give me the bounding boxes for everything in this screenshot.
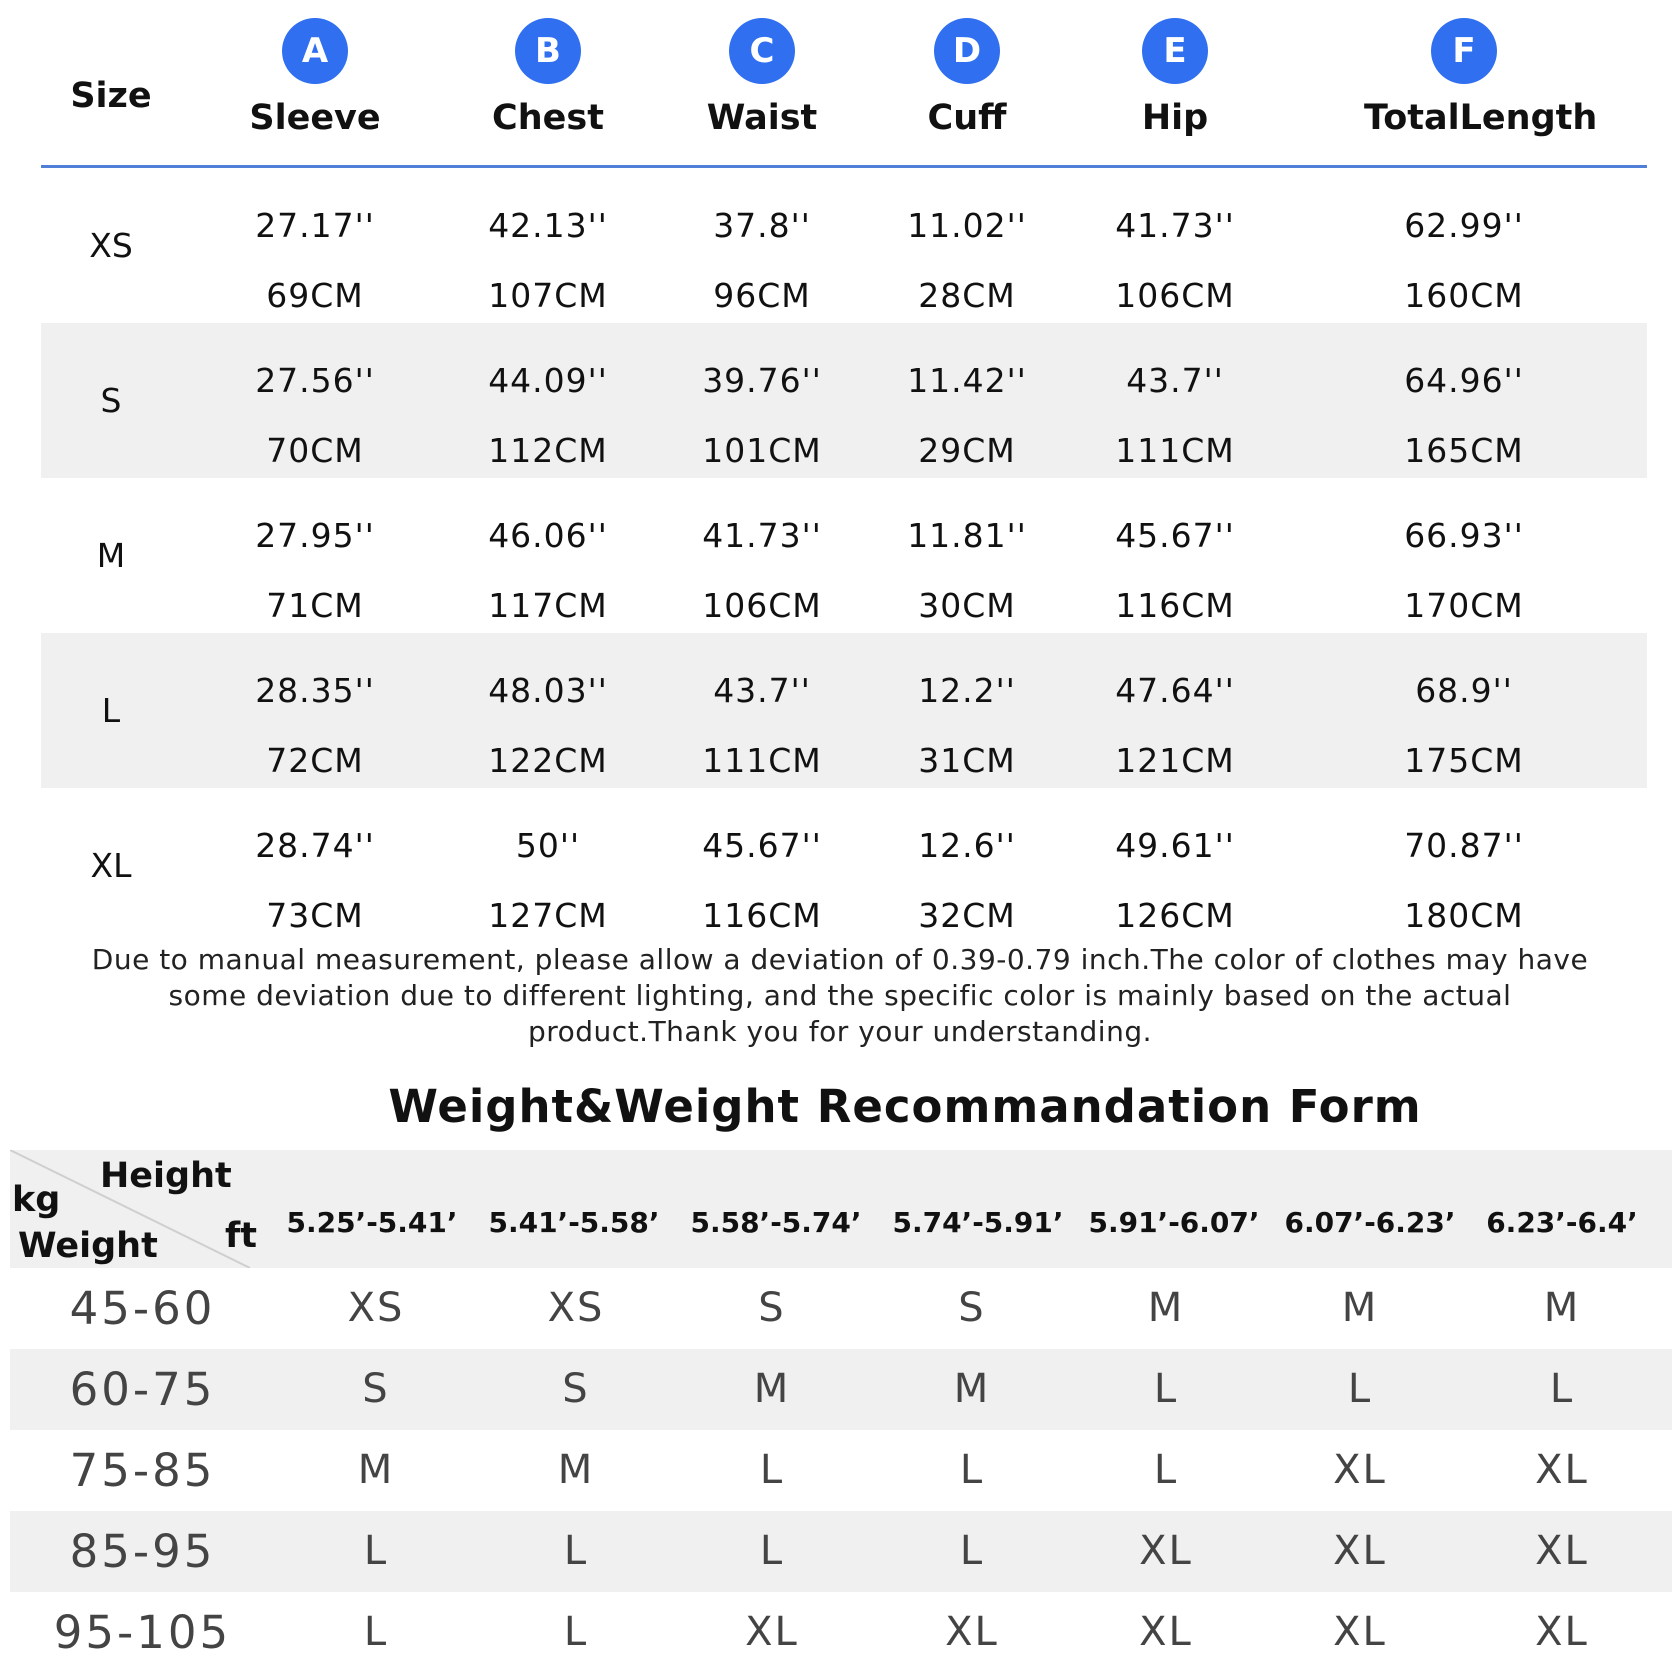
chest-inch: 42.13'' — [488, 206, 608, 245]
weight-row-45-60 — [10, 1268, 1672, 1349]
badge-d-icon: D — [934, 18, 1000, 84]
weight-range: 95-105 — [53, 1606, 232, 1659]
waist-cm: 111CM — [702, 741, 822, 780]
height-range: 6.07’-6.23’ — [1284, 1206, 1456, 1239]
chest-cm: 127CM — [488, 896, 608, 935]
note-line: Due to manual measurement, please allow a deviation of 0.39-0.79 inch.The color of clothes may have — [91, 943, 1589, 976]
cuff-cm: 32CM — [918, 896, 1016, 935]
hip-cm: 116CM — [1115, 586, 1235, 625]
size-cell: L — [1347, 1366, 1373, 1412]
size-cell: M — [1147, 1285, 1185, 1331]
size-row-xl — [41, 788, 1647, 943]
hip-cm: 106CM — [1115, 276, 1235, 315]
hip-cm: 111CM — [1115, 431, 1235, 470]
column-name: Sleeve — [249, 98, 381, 138]
size-cell: S — [362, 1366, 390, 1412]
chest-inch: 50'' — [515, 826, 581, 865]
size-cell: XL — [1535, 1528, 1589, 1574]
waist-inch: 45.67'' — [702, 826, 822, 865]
size-cell: XL — [1139, 1528, 1193, 1574]
badge-c-icon: C — [729, 18, 795, 84]
cuff-inch: 11.42'' — [907, 361, 1027, 400]
chest-cm: 112CM — [488, 431, 608, 470]
size-cell: L — [363, 1609, 389, 1655]
hip-inch: 49.61'' — [1115, 826, 1235, 865]
size-cell: S — [562, 1366, 590, 1412]
weight-row-60-75 — [10, 1349, 1672, 1430]
height-range: 6.23’-6.4’ — [1486, 1206, 1638, 1239]
cuff-cm: 28CM — [918, 276, 1016, 315]
weight-range: 85-95 — [69, 1525, 216, 1578]
header-cuff — [867, 0, 1067, 138]
sleeve-inch: 27.17'' — [255, 206, 375, 245]
corner-kg-label: kg — [12, 1180, 61, 1220]
cuff-inch: 11.81'' — [907, 516, 1027, 555]
total-length-cm: 165CM — [1404, 431, 1524, 470]
height-range: 5.25’-5.41’ — [286, 1206, 458, 1239]
badge-a-icon: A — [282, 18, 348, 84]
badge-f-icon: F — [1431, 18, 1497, 84]
size-cell: S — [958, 1285, 986, 1331]
badge-e-icon: E — [1142, 18, 1208, 84]
chest-inch: 46.06'' — [488, 516, 608, 555]
chest-inch: 44.09'' — [488, 361, 608, 400]
total-length-cm: 180CM — [1404, 896, 1524, 935]
recommendation-table — [10, 1150, 1672, 1673]
size-cell: L — [563, 1528, 589, 1574]
note-line: some deviation due to different lighting, and the specific color is mainly based on the actual — [168, 979, 1512, 1012]
chest-cm: 117CM — [488, 586, 608, 625]
header-chest — [448, 0, 648, 138]
column-name: Hip — [1141, 98, 1209, 138]
size-column-header: Size — [70, 76, 152, 116]
sleeve-inch: 28.74'' — [255, 826, 375, 865]
size-cell: L — [363, 1528, 389, 1574]
header-waist — [662, 0, 862, 138]
size-cell: XL — [1139, 1609, 1193, 1655]
cuff-cm: 30CM — [918, 586, 1016, 625]
corner-height-label: Height — [100, 1156, 232, 1196]
sleeve-cm: 70CM — [266, 431, 364, 470]
size-label: XL — [90, 846, 132, 885]
recommendation-header — [10, 1150, 1672, 1268]
sleeve-inch: 28.35'' — [255, 671, 375, 710]
waist-cm: 106CM — [702, 586, 822, 625]
column-name: Chest — [492, 98, 604, 138]
weight-range: 60-75 — [69, 1363, 216, 1416]
height-range: 5.91’-6.07’ — [1088, 1206, 1260, 1239]
size-label: XS — [89, 226, 133, 265]
total-length-cm: 170CM — [1404, 586, 1524, 625]
size-label: M — [96, 536, 126, 575]
hip-inch: 43.7'' — [1126, 361, 1224, 400]
waist-inch: 39.76'' — [702, 361, 822, 400]
total-length-inch: 62.99'' — [1404, 206, 1524, 245]
size-chart-header — [41, 0, 1647, 168]
size-cell: M — [1341, 1285, 1379, 1331]
size-row-m — [41, 478, 1647, 633]
sleeve-cm: 72CM — [266, 741, 364, 780]
size-cell: XL — [945, 1609, 999, 1655]
size-cell: L — [1153, 1366, 1179, 1412]
height-range: 5.58’-5.74’ — [690, 1206, 862, 1239]
size-cell: XL — [1333, 1609, 1387, 1655]
size-cell: L — [563, 1609, 589, 1655]
hip-cm: 126CM — [1115, 896, 1235, 935]
cuff-cm: 29CM — [918, 431, 1016, 470]
size-row-s — [41, 323, 1647, 478]
chest-inch: 48.03'' — [488, 671, 608, 710]
cuff-inch: 11.02'' — [907, 206, 1027, 245]
corner-weight-label: Weight — [18, 1226, 158, 1266]
note-line: product.Thank you for your understanding. — [527, 1015, 1153, 1048]
size-cell: XL — [1333, 1528, 1387, 1574]
cuff-inch: 12.6'' — [918, 826, 1016, 865]
total-length-inch: 68.9'' — [1415, 671, 1513, 710]
weight-row-85-95 — [10, 1511, 1672, 1592]
hip-inch: 41.73'' — [1115, 206, 1235, 245]
height-range: 5.41’-5.58’ — [488, 1206, 660, 1239]
header-sleeve — [215, 0, 415, 138]
waist-cm: 96CM — [713, 276, 811, 315]
size-cell: XL — [1535, 1609, 1589, 1655]
size-cell: XL — [745, 1609, 799, 1655]
header-total-length — [1364, 0, 1598, 138]
total-length-inch: 66.93'' — [1404, 516, 1524, 555]
size-cell: XS — [347, 1285, 405, 1331]
size-cell: L — [959, 1447, 985, 1493]
total-length-inch: 64.96'' — [1404, 361, 1524, 400]
waist-cm: 116CM — [702, 896, 822, 935]
size-cell: M — [953, 1366, 991, 1412]
hip-cm: 121CM — [1115, 741, 1235, 780]
sleeve-cm: 73CM — [266, 896, 364, 935]
sleeve-cm: 69CM — [266, 276, 364, 315]
weight-range: 45-60 — [69, 1282, 216, 1335]
waist-inch: 41.73'' — [702, 516, 822, 555]
measurement-note — [60, 942, 1620, 1050]
total-length-cm: 175CM — [1404, 741, 1524, 780]
weight-row-75-85 — [10, 1430, 1672, 1511]
size-row-l — [41, 633, 1647, 788]
header-hip — [1075, 0, 1275, 138]
size-cell: S — [758, 1285, 786, 1331]
recommendation-title: Weight&Weight Recommandation Form — [388, 1080, 1422, 1133]
size-cell: L — [1549, 1366, 1575, 1412]
chest-cm: 122CM — [488, 741, 608, 780]
waist-inch: 37.8'' — [713, 206, 811, 245]
cuff-inch: 12.2'' — [918, 671, 1016, 710]
cuff-cm: 31CM — [918, 741, 1016, 780]
size-cell: L — [759, 1528, 785, 1574]
size-cell: L — [759, 1447, 785, 1493]
size-chart-table — [41, 0, 1647, 943]
hip-inch: 47.64'' — [1115, 671, 1235, 710]
waist-inch: 43.7'' — [713, 671, 811, 710]
size-cell: XS — [547, 1285, 605, 1331]
waist-cm: 101CM — [702, 431, 822, 470]
chest-cm: 107CM — [488, 276, 608, 315]
size-cell: M — [1543, 1285, 1581, 1331]
column-name: Cuff — [927, 98, 1007, 138]
column-name: Waist — [706, 98, 818, 138]
total-length-inch: 70.87'' — [1404, 826, 1524, 865]
size-cell: M — [557, 1447, 595, 1493]
size-cell: M — [753, 1366, 791, 1412]
badge-b-icon: B — [515, 18, 581, 84]
sleeve-inch: 27.56'' — [255, 361, 375, 400]
height-range: 5.74’-5.91’ — [892, 1206, 1064, 1239]
sleeve-cm: 71CM — [266, 586, 364, 625]
total-length-cm: 160CM — [1404, 276, 1524, 315]
size-row-xs — [41, 168, 1647, 323]
column-name: TotalLength — [1364, 98, 1598, 138]
weight-range: 75-85 — [69, 1444, 216, 1497]
size-label: L — [101, 691, 121, 730]
size-cell: XL — [1535, 1447, 1589, 1493]
hip-inch: 45.67'' — [1115, 516, 1235, 555]
size-cell: M — [357, 1447, 395, 1493]
size-cell: XL — [1333, 1447, 1387, 1493]
weight-row-95-105 — [10, 1592, 1672, 1673]
size-cell: L — [959, 1528, 985, 1574]
size-cell: L — [1153, 1447, 1179, 1493]
sleeve-inch: 27.95'' — [255, 516, 375, 555]
size-label: S — [100, 381, 122, 420]
corner-ft-label: ft — [225, 1216, 257, 1256]
